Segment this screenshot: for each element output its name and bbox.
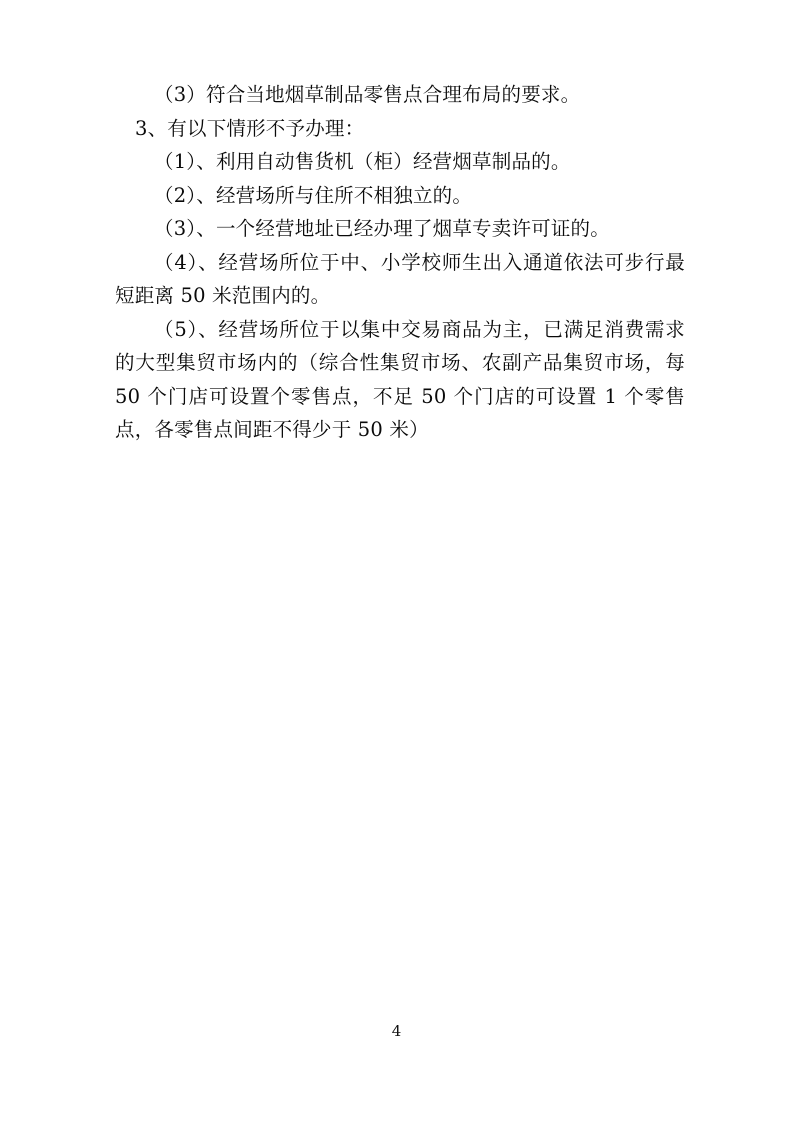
page-number: 4 [391,1022,402,1040]
paragraph-3: （1）、利用自动售货机（柜）经营烟草制品的。 [154,150,571,173]
paragraph-5: （3）、一个经营地址已经办理了烟草专卖许可证的。 [154,217,610,240]
paragraph-4: （2）、经营场所与住所不相独立的。 [154,183,473,207]
paragraph-1: （3）符合当地烟草制品零售点合理布局的要求。 [154,83,581,106]
document-body [115,78,685,447]
paragraph-7: （5）、经营场所位于以集中交易商品为主，已满足消费需求的大型集贸市场内的（综合性集贸市场、农副产品集贸市场，每 50 个门店可设置个零售点，不足 50 个门店的可设置 1 个零售点，各零售点间距不得少于 50 米） [115,317,685,441]
paragraph-6: （4）、经营场所位于中、小学校师生出入通道依法可步行最短距离 50 米范围内的。 [115,250,685,307]
paragraph-2: 3、有以下情形不予办理： [135,116,365,140]
